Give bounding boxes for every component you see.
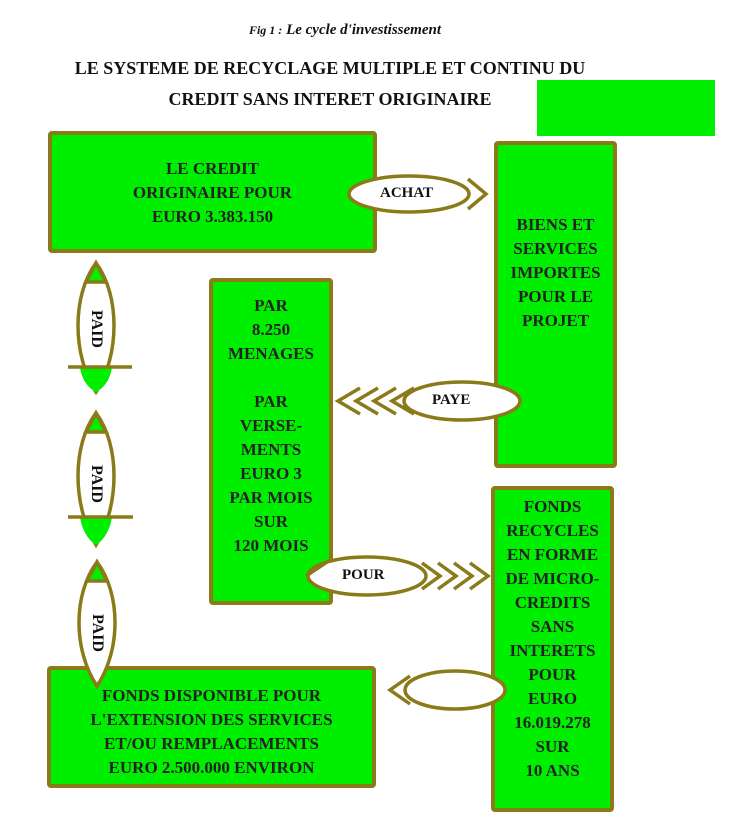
box-line: SUR [535,737,570,756]
title-line-2: CREDIT SANS INTERET ORIGINAIRE [168,89,492,109]
box-line: 10 ANS [525,761,580,780]
achat-label: ACHAT [380,185,434,201]
empty-arrow-ellipse [405,671,505,709]
box-line: SUR [253,512,288,531]
box-line: 8.250 [251,320,291,339]
box-line: EN FORME [506,545,599,564]
box-line: MENAGES [228,344,314,363]
box-line: PROJET [521,311,590,330]
box-line: L'EXTENSION DES SERVICES [90,710,333,729]
box-line: PAR [254,296,288,315]
paid-label-3: PAID [89,614,106,652]
paid-oval-2-fill [80,517,112,545]
box-line: ORIGINAIRE POUR [132,183,293,202]
box-line: RECYCLES [506,521,599,540]
paid-label-2: PAID [88,465,105,503]
box-line: EURO [527,689,578,708]
box-line: MENTS [240,440,302,459]
box-line: CREDITS [514,593,591,612]
box-line: SANS [530,617,575,636]
box-line: PAR [254,392,288,411]
box-line: INTERETS [509,641,596,660]
box-line: FONDS DISPONIBLE POUR [101,686,322,705]
box-line: POUR [528,665,577,684]
box-line: SERVICES [513,239,598,258]
box-line: FONDS [523,497,582,516]
box-line: EURO 2.500.000 ENVIRON [108,758,315,777]
box-line: IMPORTES [510,263,601,282]
box-line: EURO 3.383.150 [151,207,274,226]
box-line: DE MICRO- [505,569,600,588]
box-line: ET/OU REMPLACEMENTS [104,734,319,753]
box-line: LE CREDIT [165,159,260,178]
paid-oval-1-fill [80,367,112,392]
caption-text: Le cycle d'investissement [286,22,442,38]
box-line: VERSE- [239,416,303,435]
title-line-1: LE SYSTEME DE RECYCLAGE MULTIPLE ET CONTINU DU [74,58,586,78]
box-line: POUR LE [517,287,594,306]
box-line: EURO 3 [240,464,302,483]
box-line: 16.019.278 [514,713,591,732]
box-line: 120 MOIS [233,536,309,555]
caption-prefix: Fig 1 : [248,23,283,37]
box-line: PAR MOIS [229,488,313,507]
pour-label: POUR [342,567,385,583]
paid-label-1: PAID [88,310,105,348]
paye-label: PAYE [432,392,471,408]
box-line: BIENS ET [516,215,595,234]
